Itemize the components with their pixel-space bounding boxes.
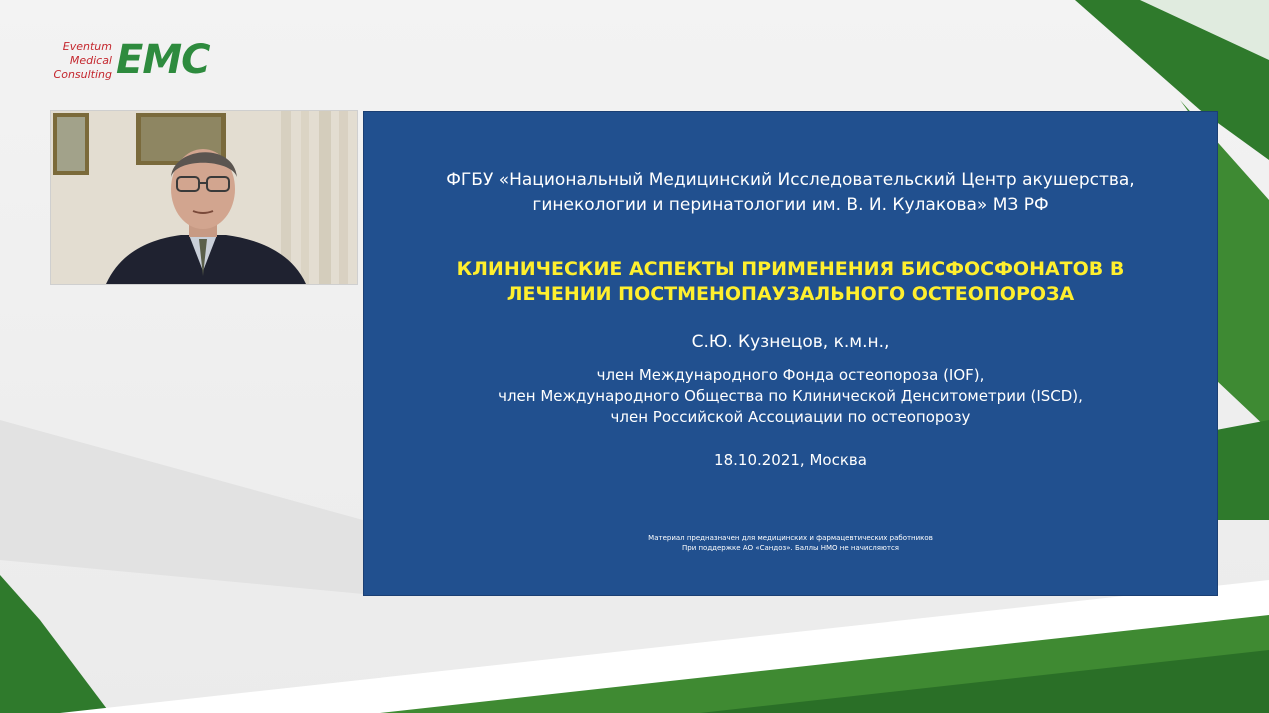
slide-affiliations	[364, 365, 1217, 428]
logo-mark: EMC	[116, 37, 210, 83]
slide-title-line-2: ЛЕЧЕНИИ ПОСТМЕНОПАУЗАЛЬНОГО ОСТЕОПОРОЗА	[506, 283, 1075, 305]
slide-organization	[364, 168, 1217, 218]
slide-affiliation-1: член Международного Фонда остеопороза (IOF),	[596, 366, 985, 384]
logo-wordmark	[44, 40, 112, 82]
emc-logo	[44, 38, 234, 84]
slide-affiliation-3: член Российской Ассоциации по остеопорозу	[610, 408, 971, 426]
logo-word-1: Eventum	[62, 40, 112, 53]
logo-word-3: Consulting	[53, 68, 112, 81]
slide-disclaimer-line-2: При поддержке АО «Сандоз». Баллы НМО не начисляются	[681, 544, 900, 552]
logo-word-2: Medical	[69, 54, 112, 67]
presenter-video	[50, 110, 358, 285]
slide-organization-line-1: ФГБУ «Национальный Медицинский Исследовательский Центр акушерства,	[446, 170, 1135, 190]
slide-date: 18.10.2021, Москва	[714, 451, 867, 469]
slide-disclaimer	[364, 533, 1217, 553]
slide-author: С.Ю. Кузнецов, к.м.н.,	[691, 332, 890, 352]
presenter-video-icon	[51, 111, 357, 284]
slide-affiliation-2: член Международного Общества по Клинической Денситометрии (ISCD),	[498, 387, 1083, 405]
slide-title-line-1: КЛИНИЧЕСКИЕ АСПЕКТЫ ПРИМЕНЕНИЯ БИСФОСФОНАТОВ В	[456, 258, 1125, 280]
presentation-slide	[363, 111, 1218, 596]
slide-disclaimer-line-1: Материал предназначен для медицинских и фармацевтических работников	[648, 534, 933, 542]
slide-organization-line-2: гинекологии и перинатологии им. В. И. Кулакова» МЗ РФ	[532, 195, 1049, 215]
slide-title	[364, 257, 1217, 307]
